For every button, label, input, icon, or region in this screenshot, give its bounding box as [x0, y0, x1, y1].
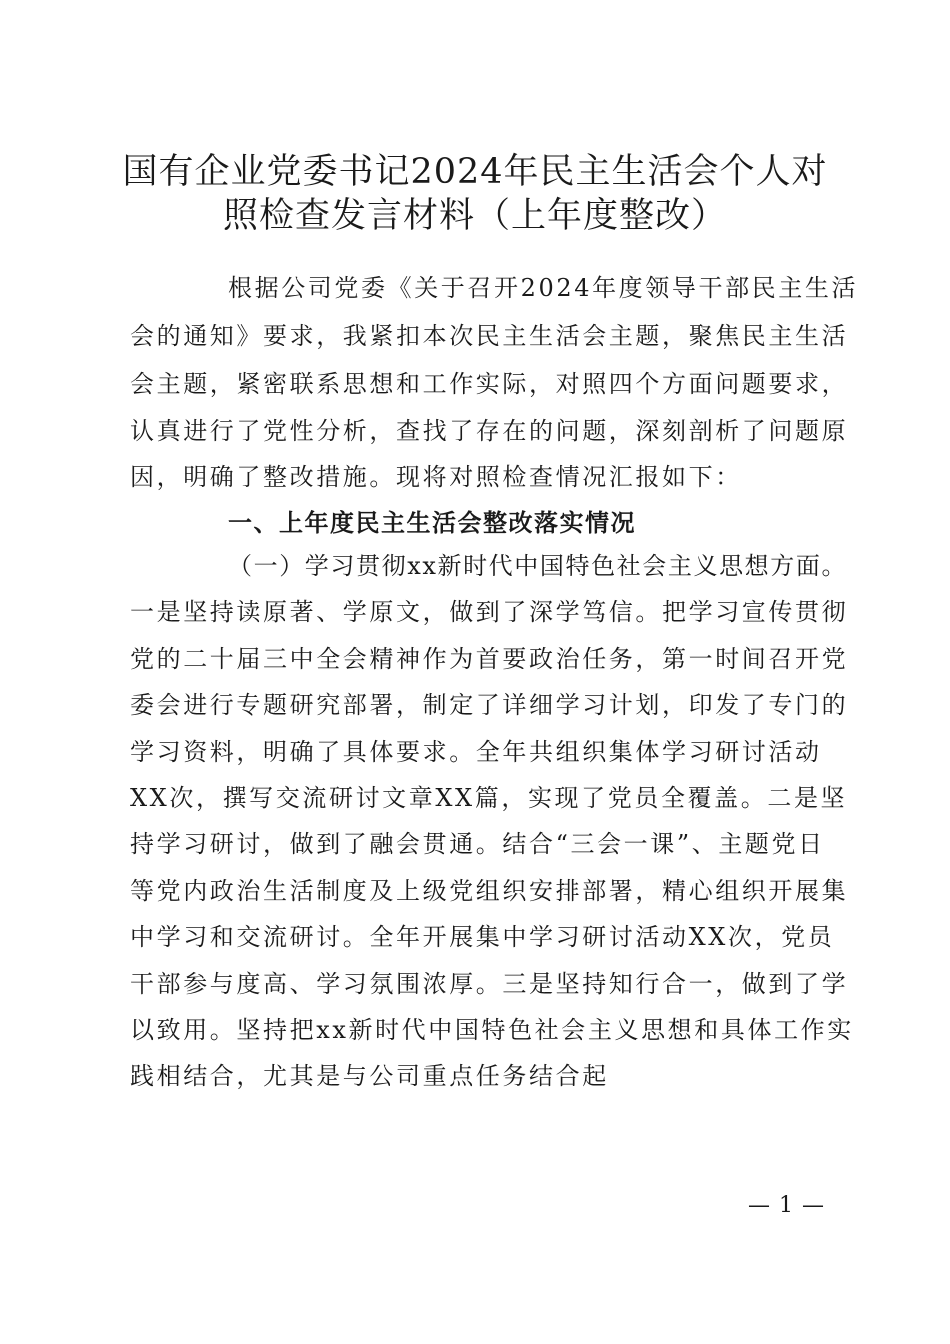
document-title-line-2: 照检查发言材料（上年度整改）: [222, 196, 727, 236]
paragraph-line: 会的通知》要求，我紧扣本次民主生活会主题，聚焦民主生活: [130, 322, 849, 350]
paragraph-line: 学习资料，明确了具体要求。全年共组织集体学习研讨活动: [130, 738, 822, 766]
paragraph-line: 一是坚持读原著、学原文，做到了深学笃信。把学习宣传贯彻: [130, 598, 849, 626]
paragraph-line: 中学习和交流研讨。全年开展集中学习研讨活动XX次，党员: [130, 923, 835, 951]
paragraph-line: 干部参与度高、学习氛围浓厚。三是坚持知行合一，做到了学: [130, 970, 849, 998]
paragraph-line: 持学习研讨，做到了融会贯通。结合“三会一课”、主题党日: [130, 830, 825, 858]
paragraph-line: 以致用。坚持把xx新时代中国特色社会主义思想和具体工作实: [130, 1016, 854, 1044]
paragraph-line: XX次，撰写交流研讨文章XX篇，实现了党员全覆盖。二是坚: [130, 784, 848, 812]
paragraph-line: 党的二十届三中全会精神作为首要政治任务，第一时间召开党: [130, 645, 849, 673]
paragraph-line: 会主题，紧密联系思想和工作实际，对照四个方面问题要求，: [130, 370, 849, 398]
document-title-line-1: 国有企业党委书记2024年民主生活会个人对: [122, 152, 828, 192]
page-number: — 1 —: [748, 1193, 825, 1218]
paragraph-line: 因，明确了整改措施。现将对照检查情况汇报如下：: [130, 463, 742, 491]
paragraph-line: 认真进行了党性分析，查找了存在的问题，深刻剖析了问题原: [130, 417, 849, 445]
section-heading: 一、上年度民主生活会整改落实情况: [228, 509, 636, 537]
paragraph-line: 委会进行专题研究部署，制定了详细学习计划，印发了专门的: [130, 691, 849, 719]
paragraph-line: 根据公司党委《关于召开2024年度领导干部民主生活: [228, 274, 859, 302]
paragraph-line: 等党内政治生活制度及上级党组织安排部署，精心组织开展集: [130, 877, 849, 905]
paragraph-line: 践相结合，尤其是与公司重点任务结合起: [130, 1062, 609, 1090]
subsection-heading: （一）学习贯彻xx新时代中国特色社会主义思想方面。: [228, 552, 848, 580]
